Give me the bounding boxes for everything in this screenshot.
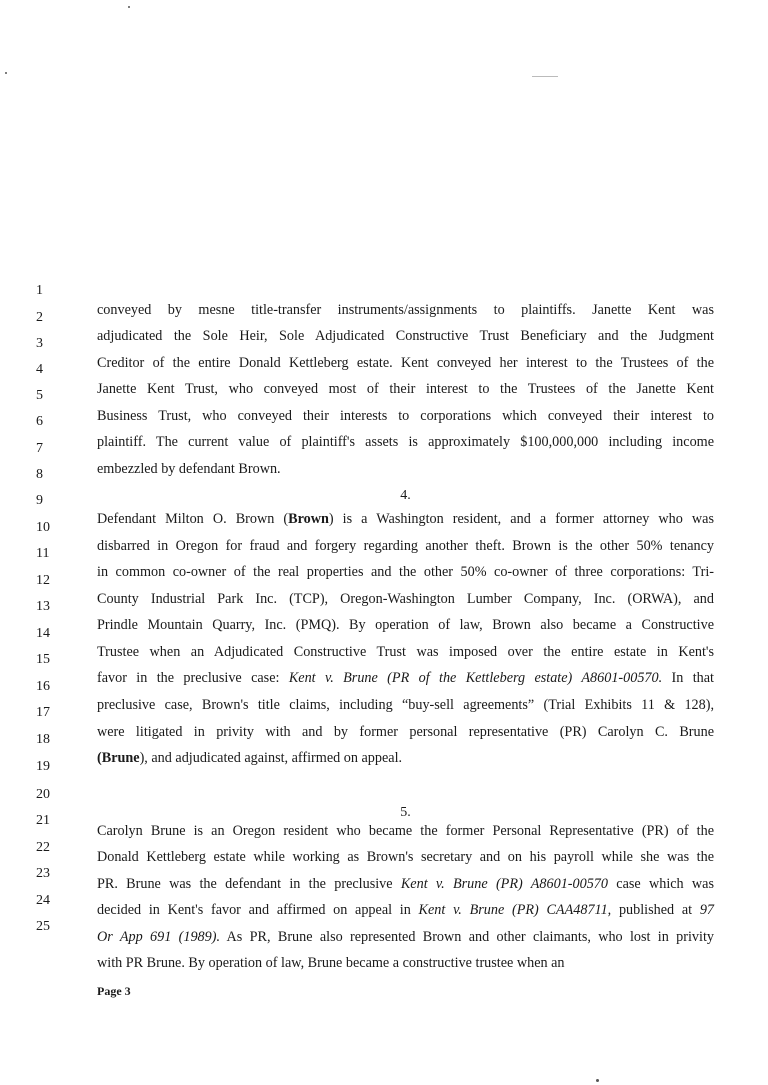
line-number: 10 [36,520,50,535]
scan-speck [128,6,130,8]
text-run: published at [611,902,700,918]
line-number: 14 [36,626,50,641]
line-number: 15 [36,652,50,667]
case-citation: Kent v. Brune (PR) A8601-00570 [400,876,608,892]
text-line: Janette Kent Trust, who conveyed most of their interest to the Trustees of the Janette Kent [97,381,714,397]
text-line [97,929,714,945]
text-line: in common co-owner of the real properties and the other 50% co-owner of three corporations: Tri- [97,564,714,580]
text-run: favor in the preclusive case: [97,670,289,686]
line-number: 8 [36,467,43,482]
party-name-bold: Brown [288,511,329,527]
line-number: 18 [36,732,50,747]
text-line [97,670,714,686]
text-line: embezzled by defendant Brown. [97,461,281,477]
text-line: disbarred in Oregon for fraud and forgery regarding another theft. Brown is the other 50% tenancy [97,538,714,554]
text-line [97,876,714,892]
text-line: adjudicated the Sole Heir, Sole Adjudicated Constructive Trust Beneficiary and the Judgment [97,328,714,344]
paragraph-number: 5. [400,805,411,820]
line-number: 21 [36,813,50,828]
text-line: Business Trust, who conveyed their interests to corporations which conveyed their interest to [97,408,714,424]
text-line [97,750,714,766]
text-line: Prindle Mountain Quarry, Inc. (PMQ). By operation of law, Brown also became a Constructive [97,617,714,633]
case-citation: Or App 691 (1989). [97,929,220,945]
case-citation: Kent v. Brune (PR of the Kettleberg estate) A8601-00570. [288,670,663,686]
text-line: with PR Brune. By operation of law, Brune became a constructive trustee when an [97,955,565,971]
line-number: 16 [36,679,50,694]
text-line: Donald Kettleberg estate while working as Brown's secretary and on his payroll while she was the [97,849,714,865]
line-number: 12 [36,573,50,588]
line-number: 3 [36,336,43,351]
text-line [97,902,714,918]
line-number: 24 [36,893,50,908]
line-number: 20 [36,787,50,802]
paragraph-number: 4. [400,488,411,503]
line-number: 25 [36,919,50,934]
text-line: were litigated in privity with and by former personal representative (PR) Carolyn C. Brune [97,724,714,740]
case-citation: 97 [699,902,714,918]
line-number: 23 [36,866,50,881]
text-run: ), and adjudicated against, affirmed on appeal. [139,750,403,766]
scan-speck [596,1079,599,1082]
line-number: 19 [36,759,50,774]
text-run: In that [662,670,715,686]
text-run: As PR, Brune also represented Brown and other claimants, who lost in privity [220,929,714,945]
text-line: Trustee when an Adjudicated Constructive Trust was imposed over the entire estate in Kent's [97,644,714,660]
scan-mark [532,76,558,77]
text-line: County Industrial Park Inc. (TCP), Oregon-Washington Lumber Company, Inc. (ORWA), and [97,591,714,607]
text-line: plaintiff. The current value of plaintiff's assets is approximately $100,000,000 including income [97,434,714,450]
scan-speck [5,72,7,74]
line-number: 22 [36,840,50,855]
case-citation: Kent v. Brune (PR) CAA48711, [418,902,612,918]
line-number: 1 [36,283,43,298]
page-number: Page 3 [97,984,131,998]
line-number: 6 [36,414,43,429]
line-number: 7 [36,441,43,456]
text-run: PR. Brune was the defendant in the preclusive [97,876,401,892]
text-run: decided in Kent's favor and affirmed on appeal in [97,902,419,918]
text-line: preclusive case, Brown's title claims, including “buy-sell agreements” (Trial Exhibits 11 & 128), [97,697,714,713]
line-number: 11 [36,546,50,561]
text-run: Defendant Milton O. Brown ( [97,511,289,527]
party-name-bold: (Brune [97,750,140,766]
line-number: 4 [36,362,43,377]
text-run: ) is a Washington resident, and a former attorney who was [328,511,714,527]
line-number: 13 [36,599,50,614]
text-line: Creditor of the entire Donald Kettleberg estate. Kent conveyed her interest to the Trustees of the [97,355,714,371]
text-line: Carolyn Brune is an Oregon resident who became the former Personal Representative (PR) of the [97,823,714,839]
text-line: conveyed by mesne title-transfer instruments/assignments to plaintiffs. Janette Kent was [97,302,714,318]
line-number: 2 [36,310,43,325]
line-number: 17 [36,705,50,720]
text-line [97,511,714,527]
text-run: case which was [608,876,714,892]
line-number: 9 [36,493,43,508]
line-number: 5 [36,388,43,403]
